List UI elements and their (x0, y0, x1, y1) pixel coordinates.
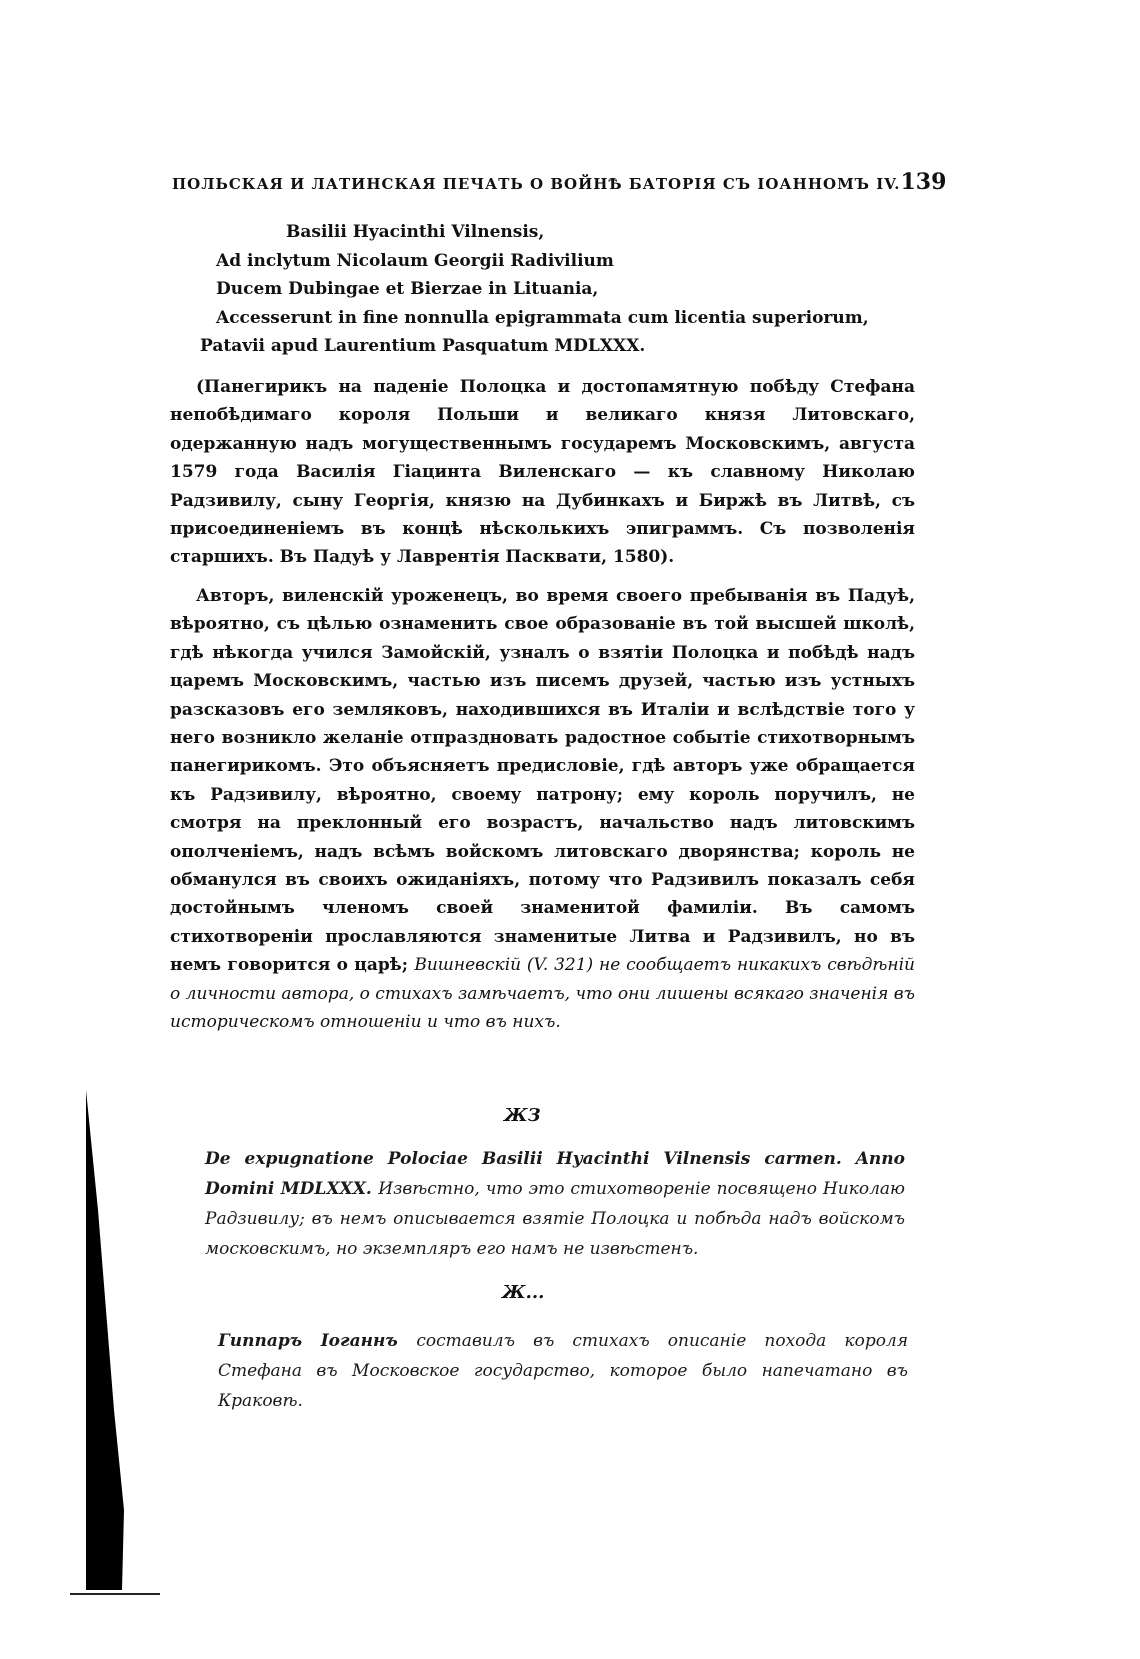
scan-shadow-left (86, 1090, 126, 1590)
running-header (172, 169, 947, 199)
running-title: ПОЛЬСКАЯ И ЛАТИНСКАЯ ПЕЧАТЬ О ВОЙНѢ БАТОРІЯ СЪ ІОАННОМЪ IV. (172, 175, 901, 193)
page-number: 139 (900, 169, 947, 195)
entry-paragraph (218, 1326, 908, 1416)
title-line: Accesserunt in fine nonnulla epigrammata cum licentia superiorum, (216, 307, 869, 328)
title-line: Ducem Dubingae et Bierzae in Lituania, (216, 279, 599, 299)
commentary-faded-text: Вишневскій (V. 321) не сообщаетъ никакихъ свѣдѣній о личности автора, о стихахъ замѣчаетъ, что они лишены всякаго значенія въ историческомъ отношеніи и что въ нихъ. (170, 955, 915, 1033)
title-line: Basilii Hyacinthi Vilnensis, (286, 222, 545, 242)
section-separator: Ж... (502, 1282, 545, 1303)
scan-edge (70, 1593, 160, 1595)
commentary-paragraph (170, 582, 915, 1037)
entry-lead: De expugnatione Polociae Basilii Hyacinthi Vilnensis carmen. Anno Domini MDLXXX. (205, 1149, 905, 1199)
entry-paragraph (205, 1144, 905, 1264)
entry-body: Извѣстно, что это стихотвореніе посвящено Николаю Радзивилу; въ немъ описывается взятіе Полоцка и побѣда надъ войскомъ московскимъ, но экземпляръ его намъ не извѣстенъ. (205, 1179, 906, 1259)
entry-lead: Гиппаръ Іоганнъ (218, 1331, 398, 1351)
title-line: Ad inclytum Nicolaum Georgii Radivilium (216, 250, 614, 271)
commentary-text: Авторъ, виленскій уроженецъ, во время своего пребыванія въ Падуѣ, вѣроятно, съ цѣлью ознаменить свое образованіе въ той высшей школѣ, гдѣ нѣкогда учился Замойскій, узналъ о взятіи Полоцка и побѣдѣ надъ царемъ Московскимъ, частью изъ писемъ друзей, частью изъ устныхъ разсказовъ его земляковъ, находившихся въ Италіи и вслѣдствіе того у него возникло желаніе отпраздновать радостное событіе стихотворнымъ панегирикомъ. Это объясняетъ предисловіе, гдѣ авторъ уже обращается къ Радзивилу, вѣроятно, своему патрону; ему король поручилъ, не смотря на преклонный его возрастъ, начальство надъ литовскимъ ополченіемъ, надъ всѣмъ войскомъ литовскаго дворянства; король не обманулся въ своихъ ожиданіяхъ, потому что Радзивилъ показалъ себя достойнымъ членомъ своей знаменитой фамиліи. Въ самомъ стихотвореніи прославляются знаменитые Литва и Радзивилъ, но въ немъ говорится о царѣ; (170, 586, 915, 976)
title-line: Patavii apud Laurentium Pasquatum MDLXXX. (200, 336, 646, 356)
title-translation-paragraph: (Панегирикъ на паденіе Полоцка и достопамятную побѣду Стефана непобѣдимаго короля Польши и великаго князя Литовскаго, одержанную надъ могущественнымъ государемъ Московскимъ, августа 1579 года Василія Гіацинта Виленскаго — къ славному Николаю Радзивилу, сыну Георгія, князю на Дубинкахъ и Биржѣ въ Литвѣ, съ присоединеніемъ въ концѣ нѣсколькихъ эпиграммъ. Съ позволенія старшихъ. Въ Падуѣ у Лаврентія Пасквати, 1580). (170, 377, 915, 568)
book-title-block (200, 218, 900, 361)
section-separator: ЖЗ (504, 1105, 541, 1126)
entry-body: составилъ въ стихахъ описаніе похода короля Стефана въ Московское государство, которое было напечатано въ Краковѣ. (218, 1331, 909, 1411)
